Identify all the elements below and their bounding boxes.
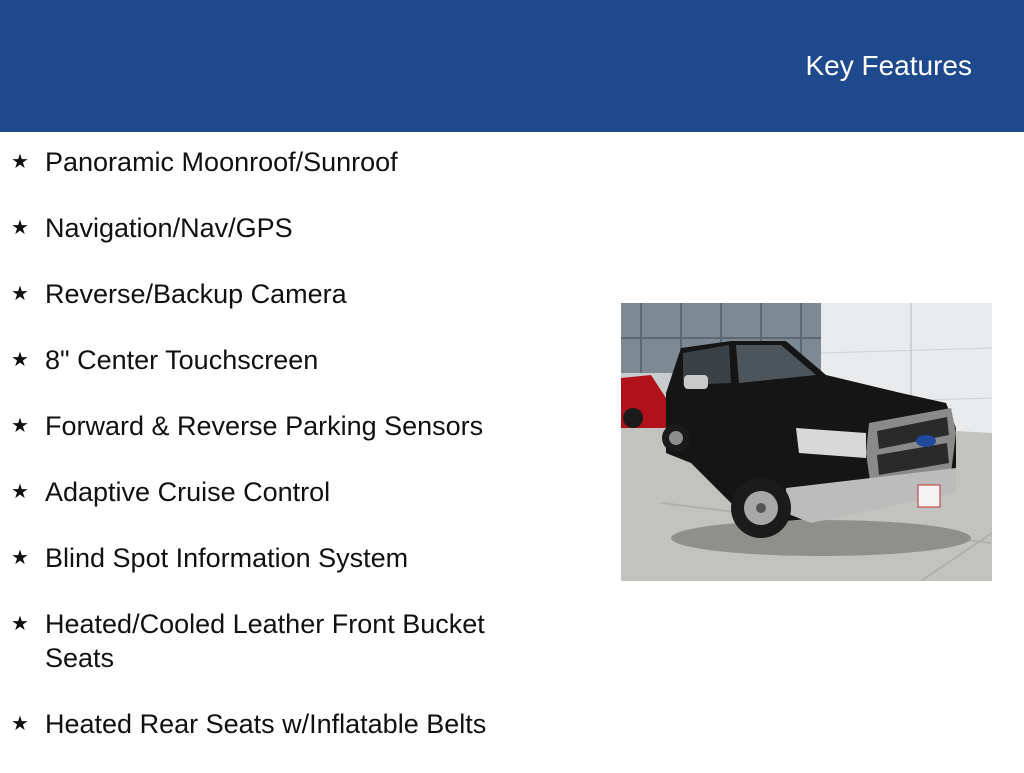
- list-item: [0, 607, 580, 675]
- star-icon: ★: [11, 713, 29, 735]
- list-item: [0, 475, 580, 509]
- star-icon: ★: [11, 349, 29, 371]
- feature-label: Blind Spot Information System: [45, 543, 409, 573]
- feature-label: Navigation/Nav/GPS: [45, 213, 293, 243]
- list-item: [0, 409, 580, 443]
- star-icon: ★: [11, 613, 29, 635]
- list-item: [0, 145, 580, 179]
- feature-label: Panoramic Moonroof/Sunroof: [45, 147, 398, 177]
- list-item: [0, 707, 580, 741]
- star-icon: ★: [11, 481, 29, 503]
- feature-label: Forward & Reverse Parking Sensors: [45, 411, 484, 441]
- feature-label: Heated Rear Seats w/Inflatable Belts: [45, 709, 487, 739]
- list-item: [0, 277, 580, 311]
- star-icon: ★: [11, 151, 29, 173]
- feature-label: Heated/Cooled Leather Front Bucket Seats: [45, 609, 485, 673]
- list-item: [0, 541, 580, 575]
- star-icon: ★: [11, 547, 29, 569]
- feature-label: Adaptive Cruise Control: [45, 477, 331, 507]
- star-icon: ★: [11, 415, 29, 437]
- header-banner: [0, 0, 1024, 132]
- star-icon: ★: [11, 217, 29, 239]
- list-item: [0, 211, 580, 245]
- feature-label: Reverse/Backup Camera: [45, 279, 347, 309]
- key-features-list: [0, 145, 580, 773]
- star-icon: ★: [11, 283, 29, 305]
- list-item: [0, 343, 580, 377]
- feature-label: 8" Center Touchscreen: [45, 345, 319, 375]
- page-title: Key Features: [805, 50, 972, 81]
- vehicle-photo: [621, 303, 992, 581]
- truck-image-icon: [621, 303, 992, 581]
